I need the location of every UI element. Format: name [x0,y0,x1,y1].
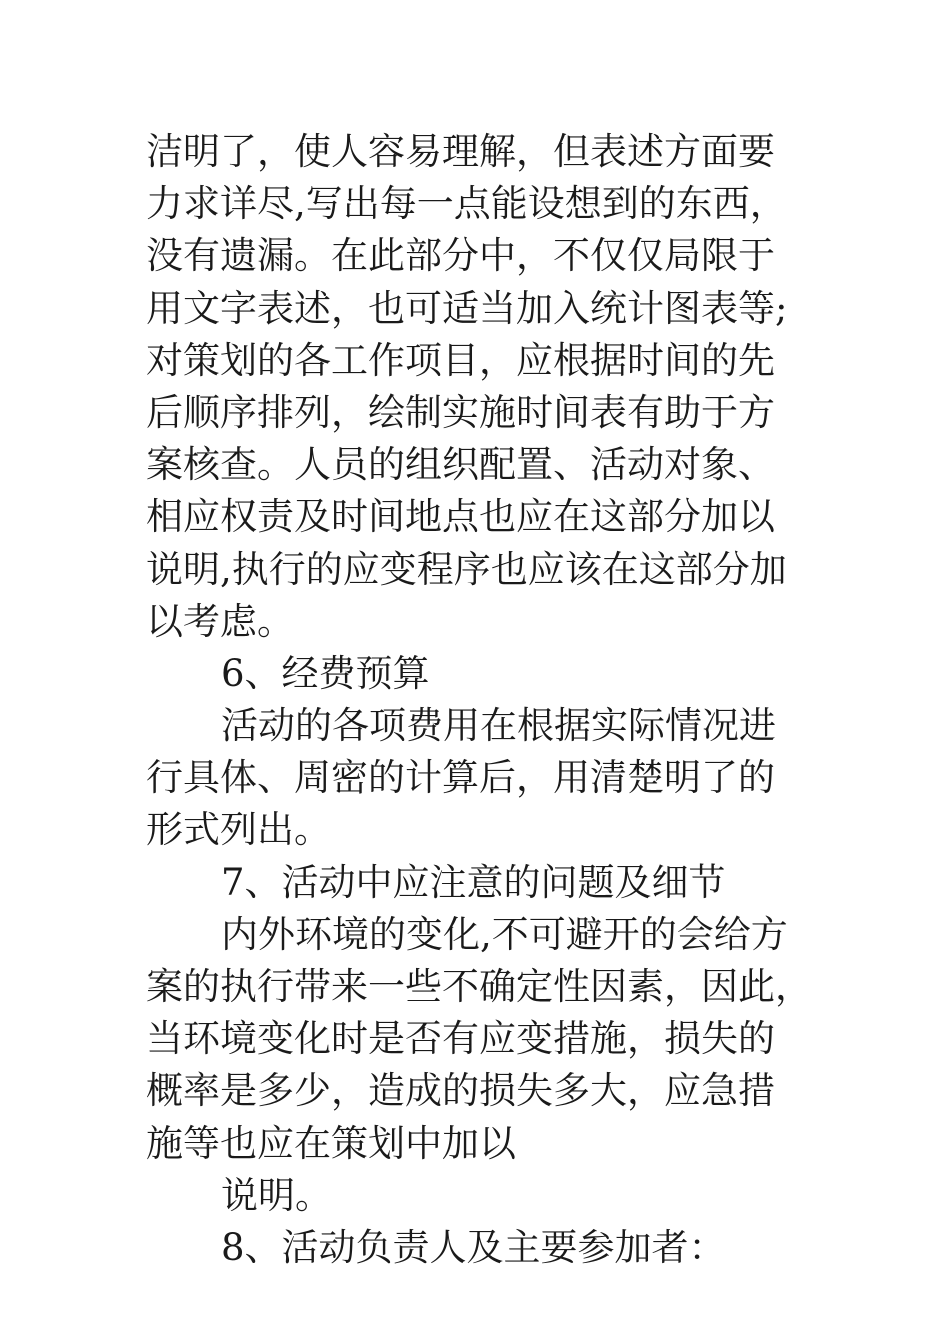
text-line-6: 后顺序排列，绘制实施时间表有助于方 [146,390,775,434]
text-line-21: 说明。 [221,1173,332,1217]
section-heading-responsible: 8、活动负责人及主要参加者： [221,1225,726,1269]
text-line-7: 案核查。人员的组织配置、活动对象、 [146,443,775,487]
text-line-14: 形式列出。 [146,808,331,852]
text-line-8: 相应权责及时间地点也应在这部分加以 [146,495,775,539]
text-line-9: 说明,执行的应变程序也应该在这部分加 [146,547,787,591]
text-line-20: 施等也应在策划中加以 [146,1121,516,1165]
text-line-4: 用文字表述，也可适当加入统计图表等; [146,286,788,330]
text-line-17: 案的执行带来一些不确定性因素，因此， [146,965,812,1008]
text-line-1: 洁明了，使人容易理解，但表述方面要 [146,130,775,173]
text-line-18: 当环境变化时是否有应变措施，损失的 [146,1017,775,1061]
text-line-12: 活动的各项费用在根据实际情况进 [221,704,776,748]
text-line-3: 没有遗漏。在此部分中，不仅仅局限于 [146,234,775,278]
text-line-5: 对策划的各工作项目，应根据时间的先 [146,338,775,382]
text-line-16: 内外环境的变化,不可避开的会给方 [221,912,788,956]
section-heading-issues: 7、活动中应注意的问题及细节 [221,860,726,904]
body-text [146,126,836,1274]
text-line-10: 以考虑。 [146,599,294,643]
section-heading-budget: 6、经费预算 [221,651,430,695]
text-line-2: 力求详尽,写出每一点能设想到的东西， [146,182,787,226]
text-line-19: 概率是多少，造成的损失多大，应急措 [146,1069,775,1113]
text-line-13: 行具体、周密的计算后，用清楚明了的 [146,756,775,800]
